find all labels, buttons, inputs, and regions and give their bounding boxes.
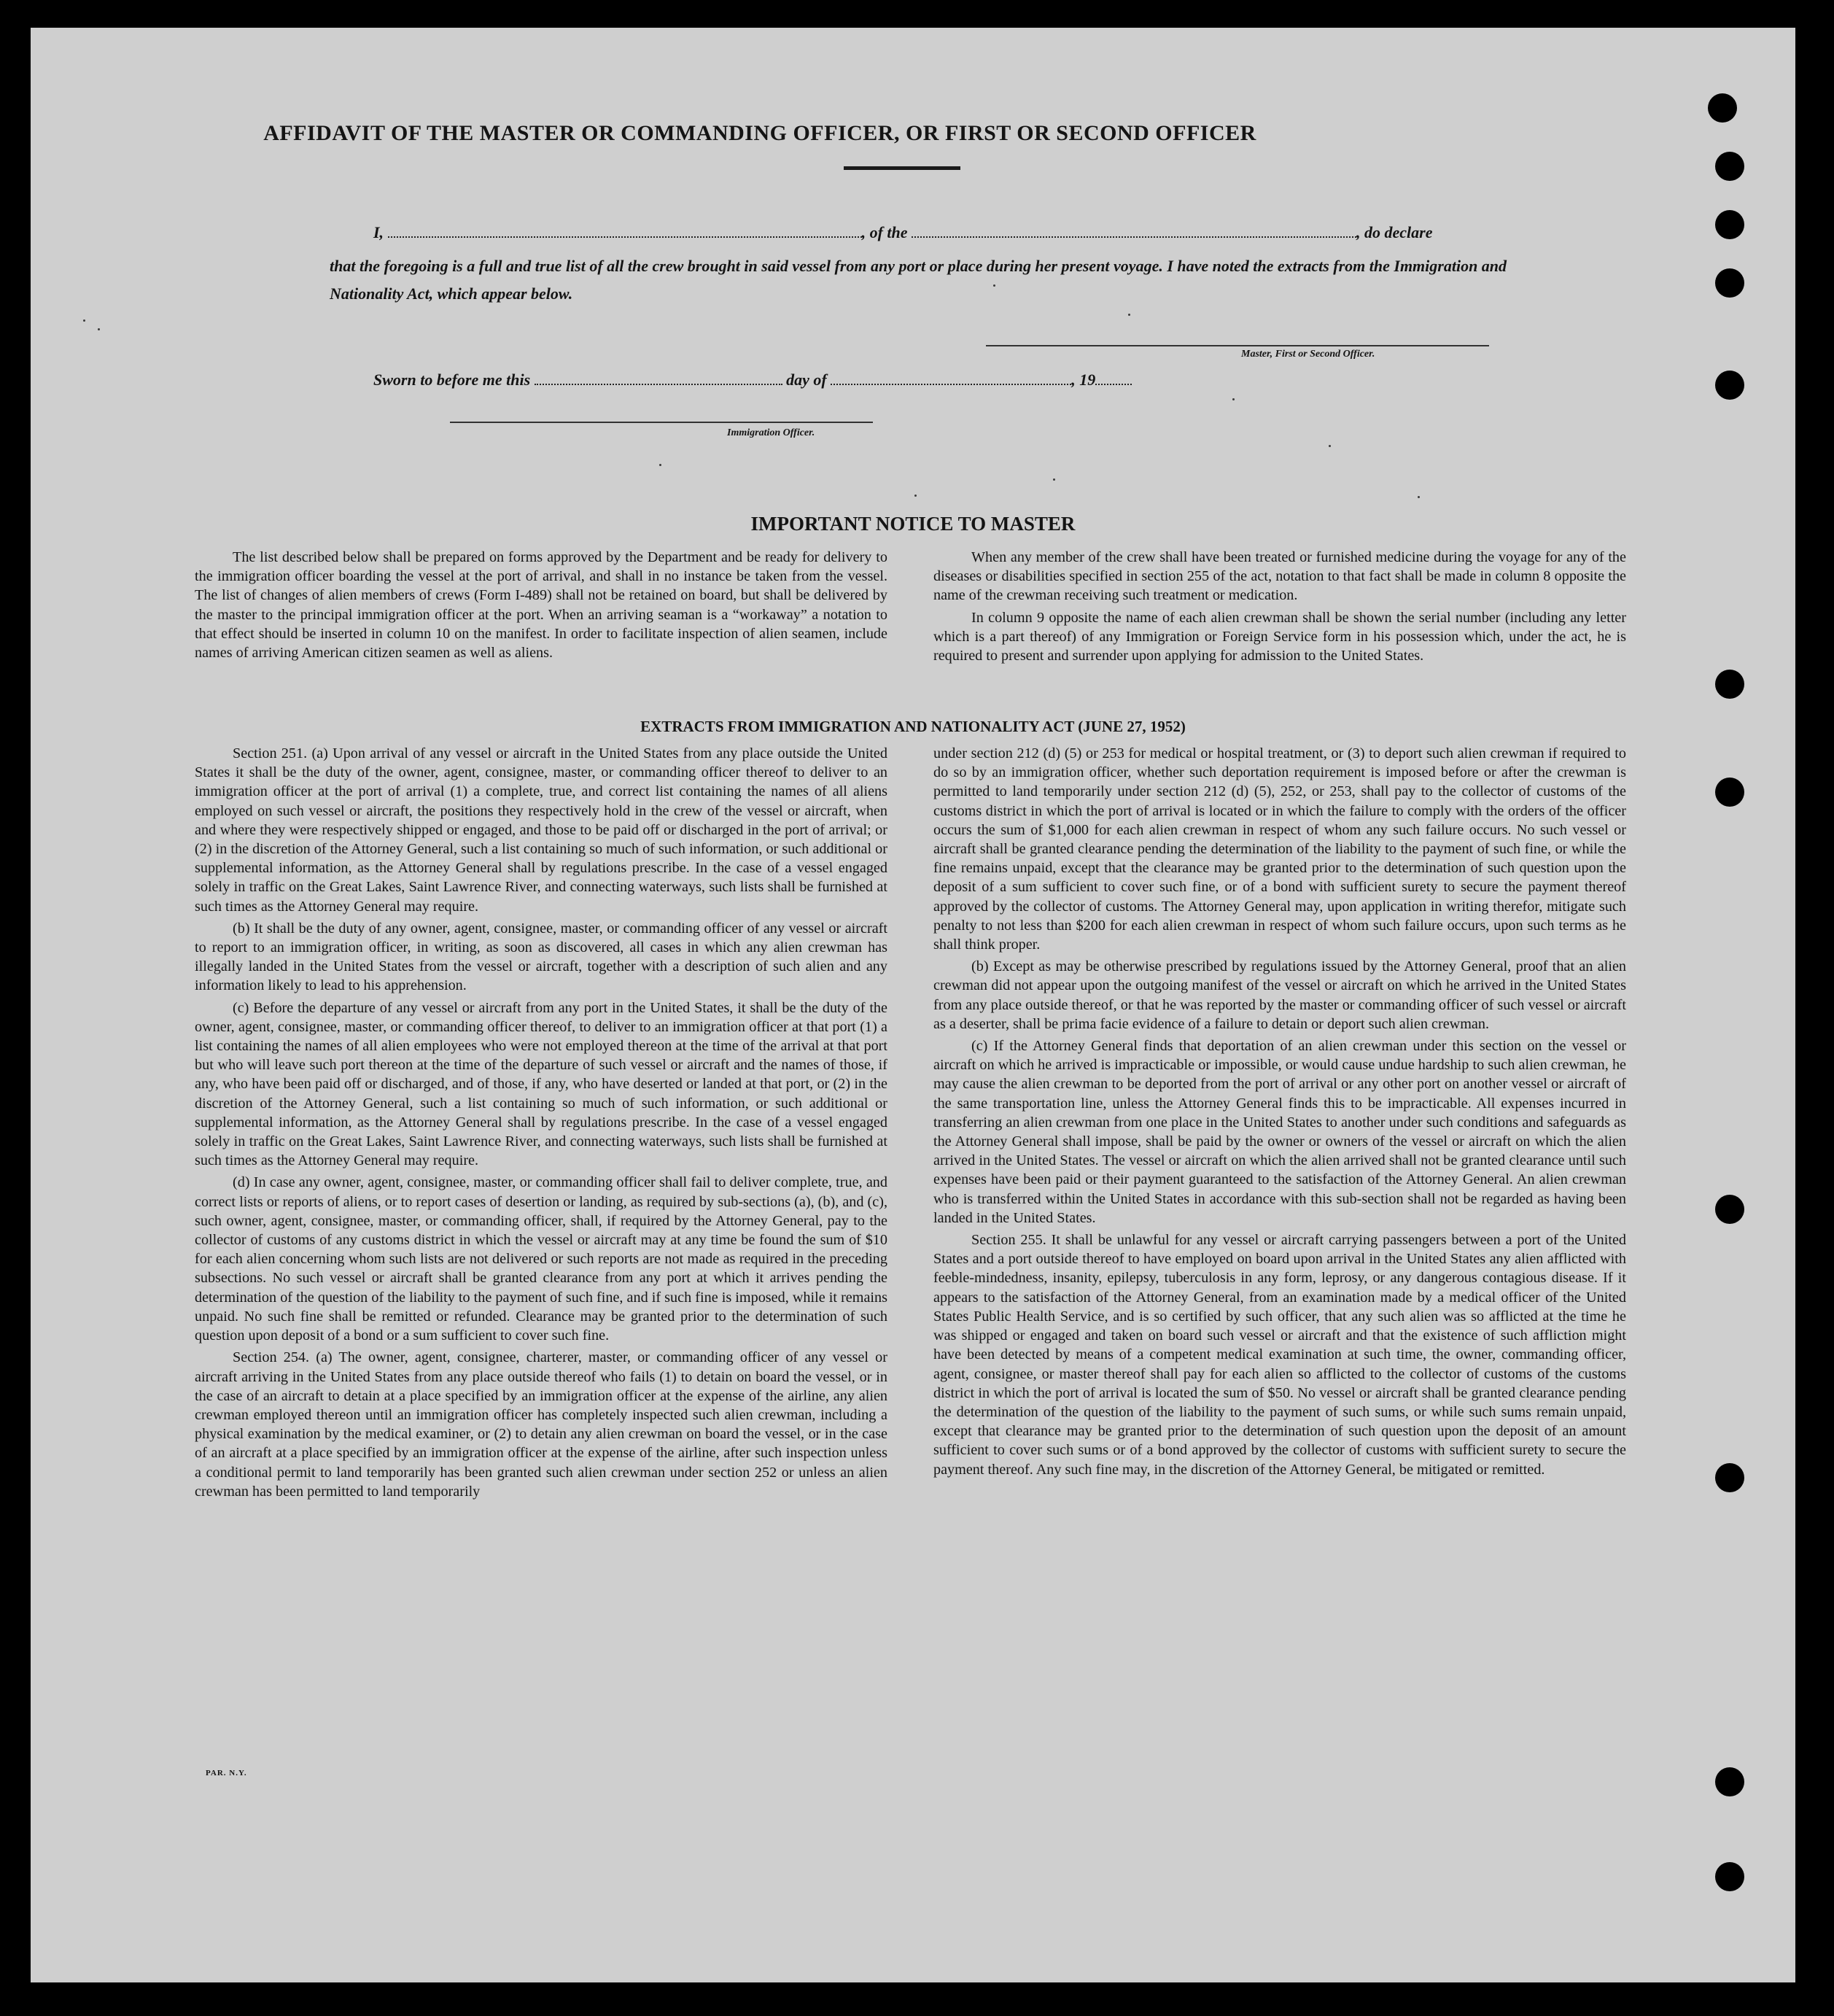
scan-speck bbox=[98, 328, 100, 330]
vessel-blank-field[interactable] bbox=[912, 223, 1356, 238]
master-signature-label: Master, First or Second Officer. bbox=[1241, 349, 1375, 360]
declaration-suffix: , do declare bbox=[1356, 223, 1433, 241]
form-sheet bbox=[31, 28, 1795, 1982]
punch-hole bbox=[1715, 1862, 1744, 1891]
sworn-suffix: , 19 bbox=[1071, 371, 1096, 389]
extracts-title: EXTRACTS FROM IMMIGRATION AND NATIONALITY ACT (JUNE 27, 1952) bbox=[640, 718, 1186, 735]
punch-hole bbox=[1715, 268, 1744, 298]
sworn-middle: day of bbox=[786, 371, 827, 389]
section-paragraph: (c) If the Attorney General finds that deportation of an alien crewman under this section on the vessel or aircraft on which he arrived is impracticable or impossible, or would cause undue hardship to such alien crewman, he may cause the alien crewman to be deported from the port of arrival or any other port on another vessel or aircraft of the same transportation line, unless the Attorney General finds this to be impracticable. All expenses incurred in transferring an alien crewman from one place in the United States to another under such conditions and safeguards as the Attorney General shall impose, shall be paid by the owner or owners of the vessel or aircraft on which the alien arrived in the United States. The vessel or aircraft on which the alien arrived shall not be granted clearance until such expenses have been paid or their payment guaranteed to the satisfaction of the Attorney General. An alien crewman who is transferred within the United States in accordance with this sub-section shall not be regarded as having been landed in the United States. bbox=[933, 1038, 1626, 1226]
extracts-right-column bbox=[933, 744, 1626, 1482]
notice-paragraph: When any member of the crew shall have been treated or furnished medicine during the voyage for any of the diseases or disabilities specified in section 255 of the act, notation to that fact shall be made in column 8 opposite the name of the crewman receiving such treatment or medication. bbox=[933, 549, 1626, 604]
officer-signature-label: Immigration Officer. bbox=[727, 427, 815, 438]
section-paragraph: Section 255. It shall be unlawful for any vessel or aircraft carrying passengers between a port of the United States and a port outside thereof to have employed on board upon arrival in the United States any alien afflicted with feeble-mindedness, insanity, epilepsy, tuberculosis in any form, leprosy, or any dangerous contagious disease. If it appears to the satisfaction of the Attorney General, from an examination made by a medical officer of the United States Public Health Service, and is so certified by such officer, that any such alien was so afflicted at the time he was shipped or engaged and taken on board such vessel or aircraft and that the existence of such affliction might have been detected by means of a competent medical examination at such time, the owner, commanding officer, agent, consignee, or master thereof shall pay for each alien so afflicted to the collector of customs of the customs district in which the port of arrival is located the sum of $50. No vessel or aircraft shall be granted clearance pending the determination of the question of the liability to the payment of such sums, or while such sums remain unpaid, except that clearance may be granted prior to the determination of such question upon the deposit of an amount sufficient to cover such sums or of a bond approved by the collector of customs with sufficient surety to secure the payment thereof. Any such fine may, in the discretion of the Attorney General, be mitigated or remitted. bbox=[933, 1232, 1626, 1478]
sworn-year-blank-field[interactable] bbox=[1095, 371, 1132, 385]
notice-right-column bbox=[933, 548, 1626, 668]
title-underline bbox=[844, 166, 960, 170]
punch-hole bbox=[1715, 371, 1744, 400]
section-paragraph: (c) Before the departure of any vessel or aircraft from any port in the United States, it shall be the duty of the owner, agent, consignee, master, or commanding officer thereof, to deliver to an immigration officer at that port (1) a list containing the names of all alien employees who were not employed thereon at the time of the arrival at that port but who will leave such port thereon at the time of the departure of such vessel or aircraft and the names of those, if any, who have been paid off or discharged, and of those, if any, who have deserted or landed at that port, or (2) in the discretion of the Attorney General, such a list containing so much of such information, or such additional or supplemental information, as the Attorney General shall by regulations prescribe. In the case of a vessel engaged solely in traffic on the Great Lakes, Saint Lawrence River, and connecting waterways, such lists shall be furnished at such times as the Attorney General may require. bbox=[195, 999, 887, 1169]
sworn-prefix: Sworn to before me this bbox=[373, 371, 531, 389]
scan-speck bbox=[1232, 398, 1235, 400]
punch-hole bbox=[1715, 778, 1744, 807]
section-paragraph: Section 251. (a) Upon arrival of any vessel or aircraft in the United States from any place outside the United States it shall be the duty of the owner, agent, consignee, master, or commanding officer thereof to deliver to an immigration officer at the port of arrival (1) a complete, true, and correct list containing the names of all aliens employed on such vessel or aircraft, the positions they respectively hold in the crew of the vessel or aircraft, when and where they were respectively shipped or engaged, and those to be paid off or discharged in the port of arrival; or (2) in the discretion of the Attorney General, such a list containing so much of such information, or such additional or supplemental information, as the Attorney General shall by regulations prescribe. In the case of a vessel engaged solely in traffic on the Great Lakes, Saint Lawrence River, and connecting waterways, such lists shall be furnished at such times as the Attorney General may require. bbox=[195, 745, 887, 915]
affidavit-title: AFFIDAVIT OF THE MASTER OR COMMANDING OFFICER, OR FIRST OR SECOND OFFICER bbox=[263, 121, 1256, 145]
scan-speck bbox=[914, 495, 917, 497]
sworn-line bbox=[373, 371, 1132, 389]
master-signature-line[interactable] bbox=[986, 345, 1489, 346]
punch-hole bbox=[1715, 210, 1744, 239]
punch-hole bbox=[1715, 1195, 1744, 1224]
section-paragraph: (b) It shall be the duty of any owner, agent, consignee, master, or commanding officer of any vessel or aircraft to report to an immigration officer, in writing, as soon as discovered, all cases in which any alien crewman has illegally landed in the United States from the vessel or aircraft, together with a description of such alien and any information likely to lead to his apprehension. bbox=[195, 920, 887, 994]
scan-speck bbox=[659, 464, 661, 466]
section-paragraph: Section 254. (a) The owner, agent, consignee, charterer, master, or commanding officer of any vessel or aircraft arriving in the United States from any place outside thereof who fails (1) to detain on board the vessel, or in the case of an aircraft to detain at a place specified by an immigration officer at the expense of the airline, any alien crewman employed thereon until an immigration officer has completely inspected such alien crewman, including a physical examination by the medical examiner, or (2) to detain any alien crewman on board the vessel, or in the case of an aircraft at a place specified by an immigration officer at the expense of the airline, after such inspection unless a conditional permit to land temporarily has been granted such alien crewman under section 252 or unless an alien crewman has been permitted to land temporarily bbox=[195, 1349, 887, 1500]
notice-left-column bbox=[195, 548, 887, 665]
scan-speck bbox=[993, 284, 995, 287]
sworn-day-blank-field[interactable] bbox=[535, 371, 782, 385]
punch-hole bbox=[1715, 670, 1744, 699]
scan-speck bbox=[1053, 478, 1055, 481]
section-paragraph: (b) Except as may be otherwise prescribed by regulations issued by the Attorney General, proof that an alien crewman did not appear upon the outgoing manifest of the vessel or aircraft on which he arrived in the United States from any place outside thereof, or that he was reported by the master or commanding officer of such vessel or aircraft as a deserter, shall be prima facie evidence of a failure to detain or deport such alien crewman. bbox=[933, 958, 1626, 1032]
scan-speck bbox=[1418, 496, 1420, 498]
notice-title: IMPORTANT NOTICE TO MASTER bbox=[750, 513, 1076, 535]
notice-paragraph: In column 9 opposite the name of each alien crewman shall be shown the serial number (including any letter which is a part thereof) of any Immigration or Foreign Service form in his possession which, under the act, he is required to present and surrender upon applying for admission to the United States. bbox=[933, 609, 1626, 664]
punch-hole bbox=[1715, 152, 1744, 181]
section-paragraph: (d) In case any owner, agent, consignee, master, or commanding officer shall fail to deliver complete, true, and correct lists or reports of aliens, or to report cases of desertion or landing, as required by sub-sections (a), (b), and (c), such owner, agent, consignee, master, or commanding officer, shall, if required by the Attorney General, pay to the collector of customs of any customs district in which the vessel or aircraft may at any time be found the sum of $10 for each alien concerning whom such lists are not delivered or such reports are not made as required in the preceding subsections. No such vessel or aircraft shall be granted clearance from any port at which it arrives pending the determination of the question of the liability to the payment of such fine, and if such fine is imposed, while it remains unpaid. No such fine shall be remitted or refunded. Clearance may be granted prior to the determination of such question upon deposit of a bond or a sum sufficient to cover such fine. bbox=[195, 1174, 887, 1344]
declaration-line bbox=[373, 223, 1432, 242]
punch-hole bbox=[1708, 93, 1737, 123]
extracts-left-column bbox=[195, 744, 887, 1504]
declaration-text: that the foregoing is a full and true list of all the crew brought in said vessel from any port or place during her present voyage. I have noted the extracts from the Immigration and Nationality Act, which appear below. bbox=[330, 257, 1507, 303]
notice-paragraph: The list described below shall be prepared on forms approved by the Department and be ready for delivery to the immigration officer boarding the vessel at the port of arrival, and shall in no instance be taken from the vessel. The list of changes of alien members of crews (Form I-489) shall not be retained on board, but shall be delivered by the master to the principal immigration officer at the port. When an arriving seaman is a “workaway” a notation to that effect should be inserted in column 10 on the manifest. In order to facilitate inspection of alien seamen, include names of arriving American citizen seamen as well as aliens. bbox=[195, 549, 887, 662]
printer-mark: PAR. N.Y. bbox=[206, 1769, 247, 1777]
scan-speck bbox=[83, 319, 85, 322]
punch-hole bbox=[1715, 1463, 1744, 1492]
scan-speck bbox=[1329, 445, 1331, 447]
declaration-middle: , of the bbox=[861, 223, 908, 241]
punch-hole bbox=[1715, 1767, 1744, 1796]
sworn-month-blank-field[interactable] bbox=[831, 371, 1071, 385]
name-blank-field[interactable] bbox=[388, 223, 862, 238]
scan-speck bbox=[1128, 314, 1130, 316]
officer-signature-line[interactable] bbox=[450, 422, 873, 423]
declaration-prefix: I, bbox=[373, 223, 384, 241]
section-paragraph: under section 212 (d) (5) or 253 for medical or hospital treatment, or (3) to deport such alien crewman if required to do so by an immigration officer, whether such deportation requirement is imposed before or after the crewman is permitted to land temporarily under section 212 (d) (5), 252, or 253, shall pay to the collector of customs of the customs district in which the port of arrival is located or in which the failure to comply with the orders of the officer occurs the sum of $1,000 for each alien crewman in respect of whom any such failure occurs. No such vessel or aircraft shall be granted clearance pending the determination of the liability to the payment of such fine, or while the fine remains unpaid, except that the clearance may be granted prior to the determination of such question upon the deposit of a sum sufficient to cover such fine, or of a bond with sufficient surety to secure the payment thereof approved by the collector of customs. The Attorney General may, upon application in writing therefor, mitigate such penalty to not less than $200 for each alien crewman in respect of whom such failure occurs, upon such terms as he shall think proper. bbox=[933, 745, 1626, 953]
